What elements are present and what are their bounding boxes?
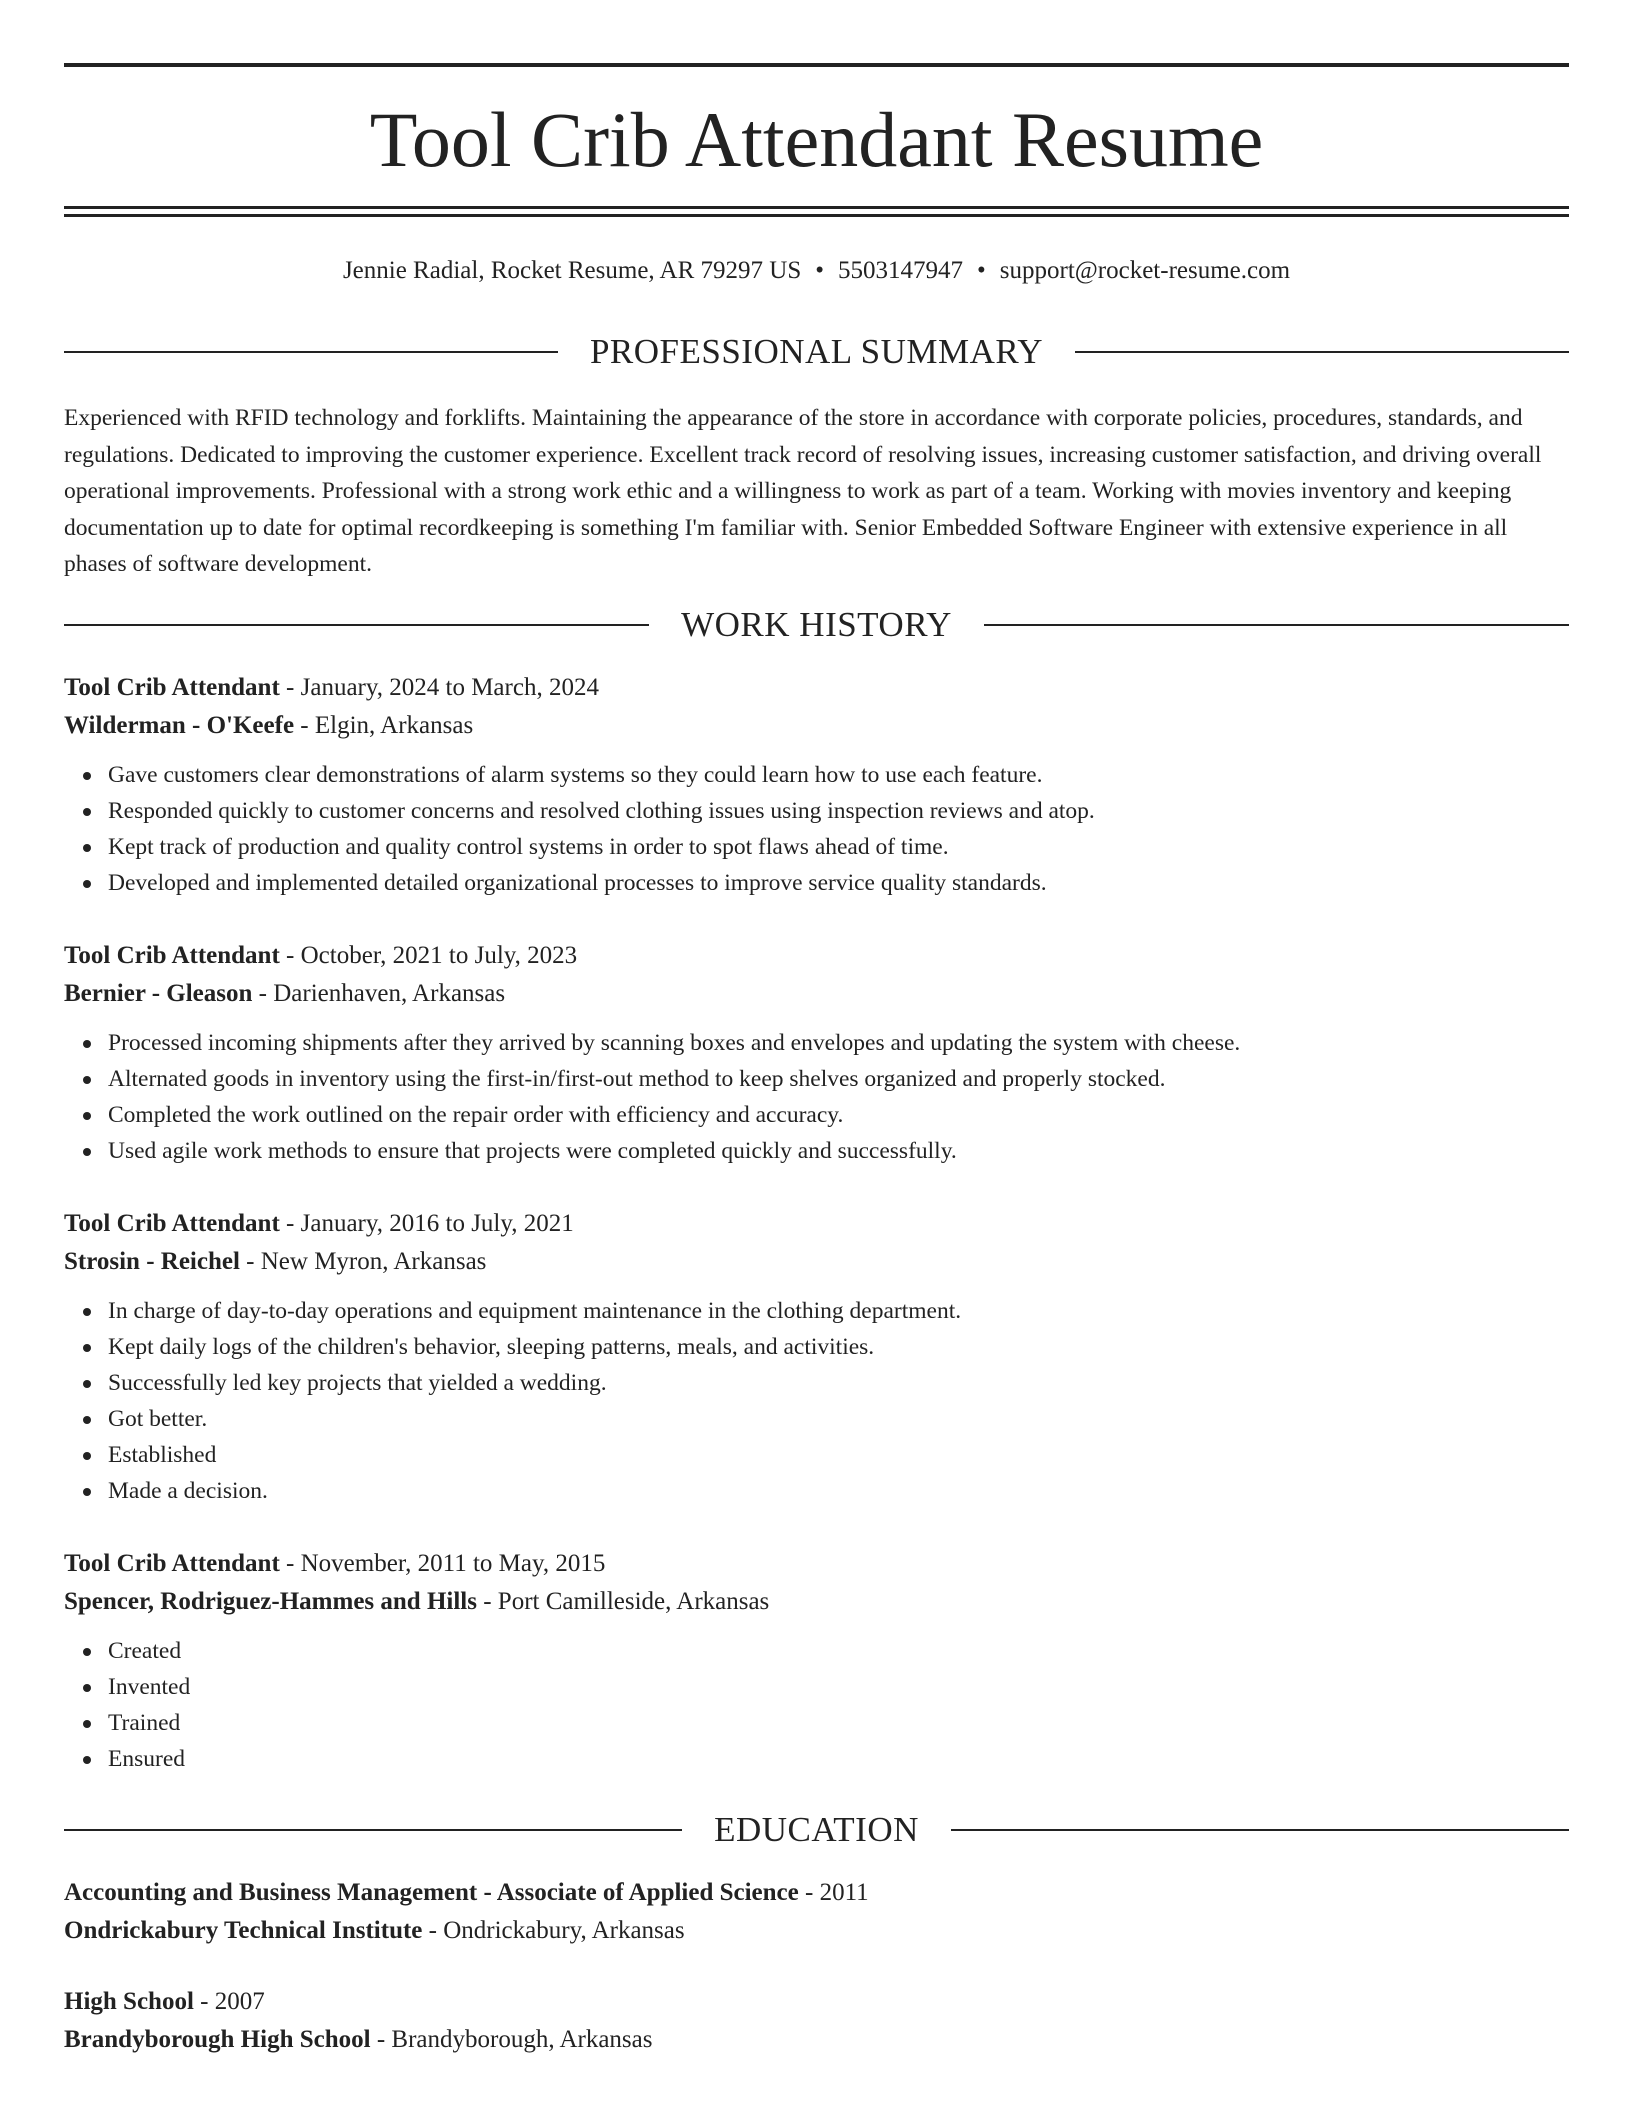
job-bullet: Responded quickly to customer concerns and resolved clothing issues using inspection reviews and atop. bbox=[108, 793, 1569, 829]
contact-separator: • bbox=[815, 257, 824, 284]
heading-rule bbox=[64, 1829, 682, 1831]
summary-text: Experienced with RFID technology and forklifts. Maintaining the appearance of the store in accordance with corporate policies, procedures, standards, and regulations. Dedicated to improving the customer experience. Excellent track record of resolving issues, increasing customer satisfaction, and driving overall operational improvements. Professional with a strong work ethic and a willingness to work as part of a team. Working with movies inventory and keeping documentation up to date for optimal recordkeeping is something I'm familiar with. Senior Embedded Software Engineer with extensive experience in all phases of software development. bbox=[64, 405, 1542, 577]
job-location: - Darienhaven, Arkansas bbox=[252, 980, 506, 1007]
education-degree: High School bbox=[64, 1988, 194, 2015]
contact-email: support@rocket-resume.com bbox=[999, 257, 1291, 284]
job-location: - Port Camilleside, Arkansas bbox=[476, 1588, 770, 1615]
job-company: Strosin - Reichel bbox=[64, 1248, 240, 1275]
section-title: EDUCATION bbox=[714, 1810, 919, 1849]
education-school: Brandyborough High School bbox=[64, 2026, 371, 2053]
education-entry bbox=[64, 1874, 1569, 1950]
title-rule-upper bbox=[64, 206, 1569, 209]
job-bullet: Trained bbox=[108, 1705, 1569, 1741]
contact-address: Jennie Radial, Rocket Resume, AR 79297 US bbox=[342, 257, 802, 284]
heading-rule bbox=[1075, 351, 1569, 353]
job-entry bbox=[64, 669, 1569, 901]
education-school: Ondrickabury Technical Institute bbox=[64, 1917, 423, 1944]
job-title: Tool Crib Attendant bbox=[64, 942, 280, 969]
job-bullet: Gave customers clear demonstrations of alarm systems so they could learn how to use each feature. bbox=[108, 757, 1569, 793]
job-entry bbox=[64, 1545, 1569, 1777]
education-location: - Brandyborough, Arkansas bbox=[370, 2026, 653, 2053]
job-bullet: Got better. bbox=[108, 1401, 1569, 1437]
job-dates: - October, 2021 to July, 2023 bbox=[279, 942, 578, 969]
heading-rule bbox=[64, 351, 558, 353]
contact-separator: • bbox=[977, 257, 986, 284]
job-bullet: Established bbox=[108, 1437, 1569, 1473]
section-title: PROFESSIONAL SUMMARY bbox=[589, 332, 1044, 371]
job-bullets bbox=[64, 757, 1569, 901]
education-year: - 2011 bbox=[798, 1879, 869, 1906]
section-heading-education bbox=[64, 1808, 1569, 1852]
job-company: Bernier - Gleason bbox=[64, 980, 253, 1007]
education-entry bbox=[64, 1983, 1569, 2059]
job-company: Spencer, Rodriguez-Hammes and Hills bbox=[64, 1588, 477, 1615]
education-degree: Accounting and Business Management - Associate of Applied Science bbox=[64, 1879, 799, 1906]
job-entry bbox=[64, 1205, 1569, 1509]
page-title: Tool Crib Attendant Resume bbox=[369, 96, 1264, 183]
job-bullet: Developed and implemented detailed organizational processes to improve service quality standards. bbox=[108, 865, 1569, 901]
section-heading-work bbox=[64, 603, 1569, 647]
heading-rule bbox=[984, 624, 1569, 626]
job-bullet: Kept daily logs of the children's behavior, sleeping patterns, meals, and activities. bbox=[108, 1329, 1569, 1365]
job-bullet: Processed incoming shipments after they arrived by scanning boxes and envelopes and updating the system with cheese. bbox=[108, 1025, 1569, 1061]
education-year: - 2007 bbox=[193, 1988, 265, 2015]
job-bullet: Alternated goods in inventory using the first-in/first-out method to keep shelves organized and properly stocked. bbox=[108, 1061, 1569, 1097]
top-rule bbox=[64, 63, 1569, 67]
job-bullet: Used agile work methods to ensure that projects were completed quickly and successfully. bbox=[108, 1133, 1569, 1169]
title-rule-lower bbox=[64, 214, 1569, 217]
job-dates: - January, 2024 to March, 2024 bbox=[279, 674, 599, 701]
contact-phone: 5503147947 bbox=[838, 257, 963, 284]
job-dates: - November, 2011 to May, 2015 bbox=[279, 1550, 606, 1577]
job-bullet: Completed the work outlined on the repair order with efficiency and accuracy. bbox=[108, 1097, 1569, 1133]
job-dates: - January, 2016 to July, 2021 bbox=[279, 1210, 574, 1237]
heading-rule bbox=[951, 1829, 1569, 1831]
section-title: WORK HISTORY bbox=[681, 605, 952, 644]
job-entry bbox=[64, 937, 1569, 1169]
job-bullet: Made a decision. bbox=[108, 1473, 1569, 1509]
job-bullet: Kept track of production and quality control systems in order to spot flaws ahead of time. bbox=[108, 829, 1569, 865]
job-bullet: Invented bbox=[108, 1669, 1569, 1705]
contact-line bbox=[64, 254, 1569, 288]
job-company: Wilderman - O'Keefe bbox=[64, 712, 295, 739]
job-bullets bbox=[64, 1633, 1569, 1777]
job-title: Tool Crib Attendant bbox=[64, 1550, 280, 1577]
job-bullet: Created bbox=[108, 1633, 1569, 1669]
heading-rule bbox=[64, 624, 649, 626]
job-bullet: Ensured bbox=[108, 1741, 1569, 1777]
job-bullets bbox=[64, 1293, 1569, 1509]
job-location: - New Myron, Arkansas bbox=[239, 1248, 487, 1275]
section-heading-summary bbox=[64, 330, 1569, 374]
job-title: Tool Crib Attendant bbox=[64, 674, 280, 701]
job-bullet: In charge of day-to-day operations and equipment maintenance in the clothing department. bbox=[108, 1293, 1569, 1329]
education-location: - Ondrickabury, Arkansas bbox=[422, 1917, 685, 1944]
job-bullets bbox=[64, 1025, 1569, 1169]
job-location: - Elgin, Arkansas bbox=[294, 712, 474, 739]
job-bullet: Successfully led key projects that yielded a wedding. bbox=[108, 1365, 1569, 1401]
job-title: Tool Crib Attendant bbox=[64, 1210, 280, 1237]
